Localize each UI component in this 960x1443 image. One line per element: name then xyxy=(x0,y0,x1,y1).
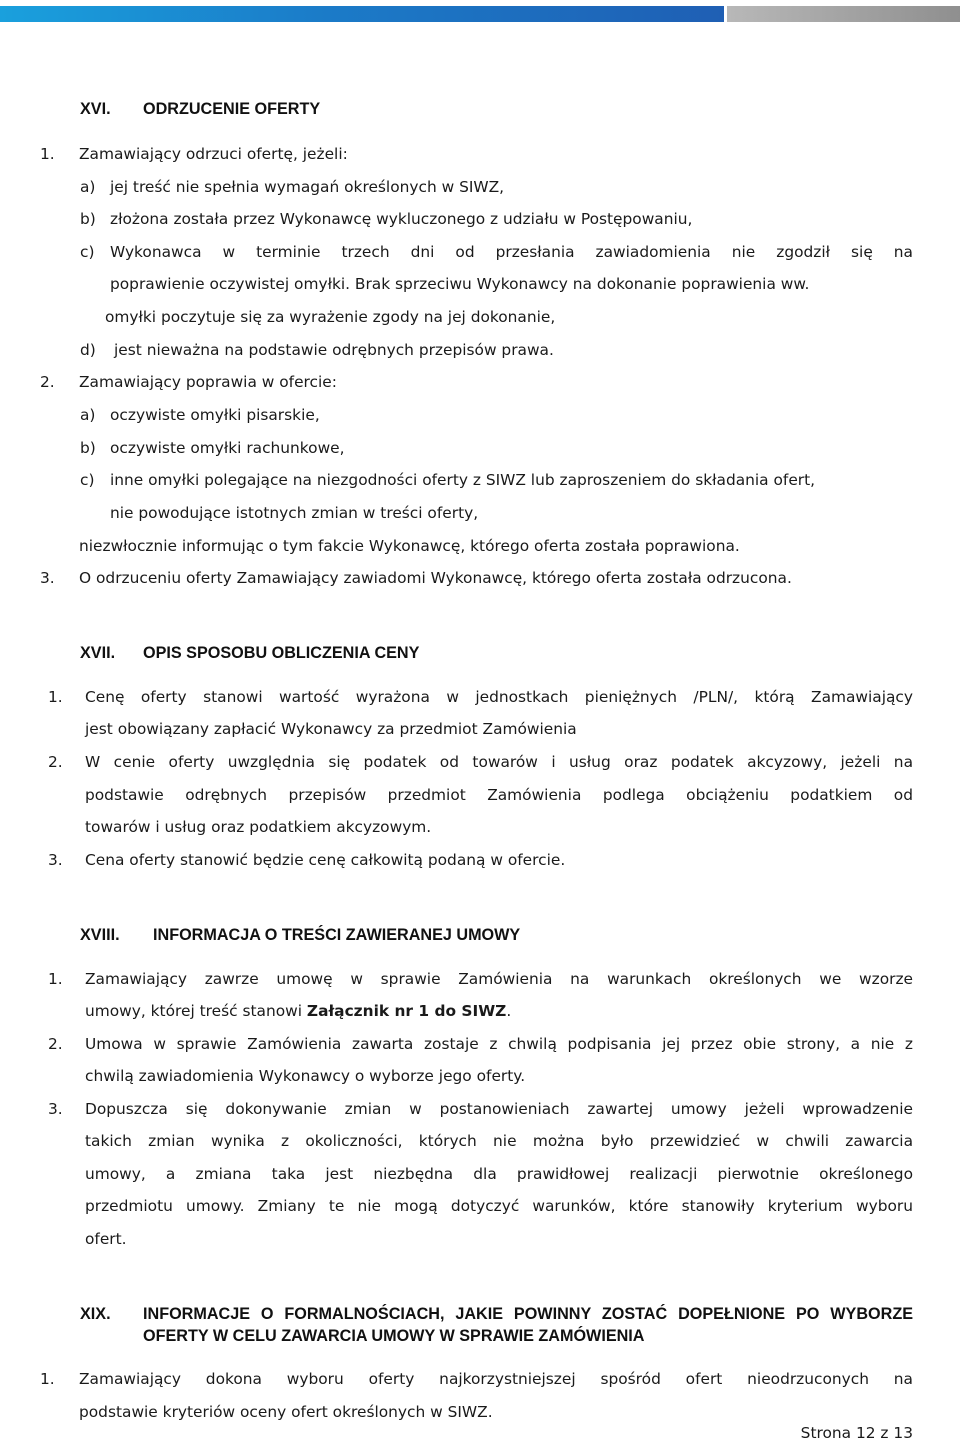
subitem-label: d) xyxy=(80,341,96,359)
subitem-label: c) xyxy=(80,471,95,489)
item-text: Umowa w sprawie Zamówienia zawarta zostaje z chwilą podpisania jej przez obie strony, a nie z xyxy=(85,1035,913,1053)
item-text: Cena oferty stanowić będzie cenę całkowitą podaną w ofercie. xyxy=(85,851,566,869)
item-text-part: umowy, której treść stanowi xyxy=(85,1002,307,1020)
item-text: W cenie oferty uwzględnia się podatek od towarów i usług oraz podatek akcyzowy, jeżeli na xyxy=(85,753,913,771)
item-text: przedmiotu umowy. Zmiany te nie mogą dotyczyć warunków, które stanowiły kryterium wyboru xyxy=(85,1197,913,1215)
item-number: 1. xyxy=(48,688,63,706)
subitem-text: oczywiste omyłki rachunkowe, xyxy=(110,439,345,457)
item-text: Zamawiający odrzuci ofertę, jeżeli: xyxy=(79,145,348,163)
item-number: 1. xyxy=(40,1370,55,1388)
item-text: chwilą zawiadomienia Wykonawcy o wyborze jego oferty. xyxy=(85,1067,526,1085)
section-19-title-line2: OFERTY W CELU ZAWARCIA UMOWY W SPRAWIE ZAMÓWIENIA xyxy=(143,1327,645,1345)
item-text: umowy, a zmiana taka jest niezbędna dla prawidłowej realizacji pierwotnie określonego xyxy=(85,1165,913,1183)
item-text: Cenę oferty stanowi wartość wyrażona w jednostkach pieniężnych /PLN/, którą Zamawiający xyxy=(85,688,913,706)
attachment-reference: Załącznik nr 1 do SIWZ xyxy=(306,1002,507,1020)
item-text: ofert. xyxy=(85,1230,127,1248)
item-number: 1. xyxy=(48,970,63,988)
item-text-part: . xyxy=(506,1002,512,1020)
section-16-title: ODRZUCENIE OFERTY xyxy=(143,100,321,118)
item-text: O odrzuceniu oferty Zamawiający zawiadomi Wykonawcę, którego oferta została odrzucona. xyxy=(79,569,792,587)
section-17-number: XVII. xyxy=(80,644,116,662)
subitem-label: b) xyxy=(80,210,96,228)
item-text: podstawie odrębnych przepisów przedmiot Zamówienia podlega obciążeniu podatkiem od xyxy=(85,786,913,804)
subitem-text: oczywiste omyłki pisarskie, xyxy=(110,406,320,424)
section-17-title: OPIS SPOSOBU OBLICZENIA CENY xyxy=(143,644,420,662)
section-19-number: XIX. xyxy=(80,1305,111,1323)
subitem-text: poprawienie oczywistej omyłki. Brak sprzeciwu Wykonawcy na dokonanie poprawienia ww. xyxy=(110,275,810,293)
subitem-text: nie powodujące istotnych zmian w treści oferty, xyxy=(110,504,479,522)
item-text: takich zmian wynika z okoliczności, których nie można było przewidzieć w chwili zawarcia xyxy=(85,1132,913,1150)
subitem-label: b) xyxy=(80,439,96,457)
item-text xyxy=(85,1001,511,1021)
subitem-text: Wykonawca w terminie trzech dni od przesłania zawiadomienia nie zgodził się na xyxy=(110,243,913,261)
section-16-number: XVI. xyxy=(80,100,111,118)
item-text: podstawie kryteriów oceny ofert określonych w SIWZ. xyxy=(79,1403,493,1421)
item-number: 2. xyxy=(48,753,63,771)
item-text: niezwłocznie informując o tym fakcie Wykonawcę, którego oferta została poprawiona. xyxy=(79,537,740,555)
page-number: Strona 12 z 13 xyxy=(800,1424,913,1442)
item-number: 3. xyxy=(40,569,55,587)
section-19-title-line1: INFORMACJE O FORMALNOŚCIACH, JAKIE POWINNY ZOSTAĆ DOPEŁNIONE PO WYBORZE xyxy=(143,1305,913,1323)
section-18-title: INFORMACJA O TREŚCI ZAWIERANEJ UMOWY xyxy=(153,926,521,944)
subitem-text: jej treść nie spełnia wymagań określonych w SIWZ, xyxy=(110,178,505,196)
item-text: jest obowiązany zapłacić Wykonawcy za przedmiot Zamówienia xyxy=(85,720,577,738)
subitem-text: omyłki poczytuje się za wyrażenie zgody na jej dokonanie, xyxy=(105,308,556,326)
item-number: 1. xyxy=(40,145,55,163)
item-text: towarów i usług oraz podatkiem akcyzowym. xyxy=(85,818,432,836)
item-text: Zamawiający zawrze umowę w sprawie Zamówienia na warunkach określonych we wzorze xyxy=(85,970,913,988)
item-number: 2. xyxy=(48,1035,63,1053)
subitem-label: a) xyxy=(80,178,96,196)
item-text: Zamawiający poprawia w ofercie: xyxy=(79,373,337,391)
section-18-number: XVIII. xyxy=(80,926,120,944)
subitem-label: a) xyxy=(80,406,96,424)
item-text: Zamawiający dokona wyboru oferty najkorzystniejszej spośród ofert nieodrzuconych na xyxy=(79,1370,913,1388)
subitem-text: złożona została przez Wykonawcę wykluczonego z udziału w Postępowaniu, xyxy=(110,210,693,228)
item-text: Dopuszcza się dokonywanie zmian w postanowieniach zawartej umowy jeżeli wprowadzenie xyxy=(85,1100,913,1118)
item-number: 2. xyxy=(40,373,55,391)
item-number: 3. xyxy=(48,1100,63,1118)
subitem-text: inne omyłki polegające na niezgodności oferty z SIWZ lub zaproszeniem do składania ofert, xyxy=(110,471,816,489)
item-number: 3. xyxy=(48,851,63,869)
subitem-text: jest nieważna na podstawie odrębnych przepisów prawa. xyxy=(114,341,554,359)
subitem-label: c) xyxy=(80,243,95,261)
